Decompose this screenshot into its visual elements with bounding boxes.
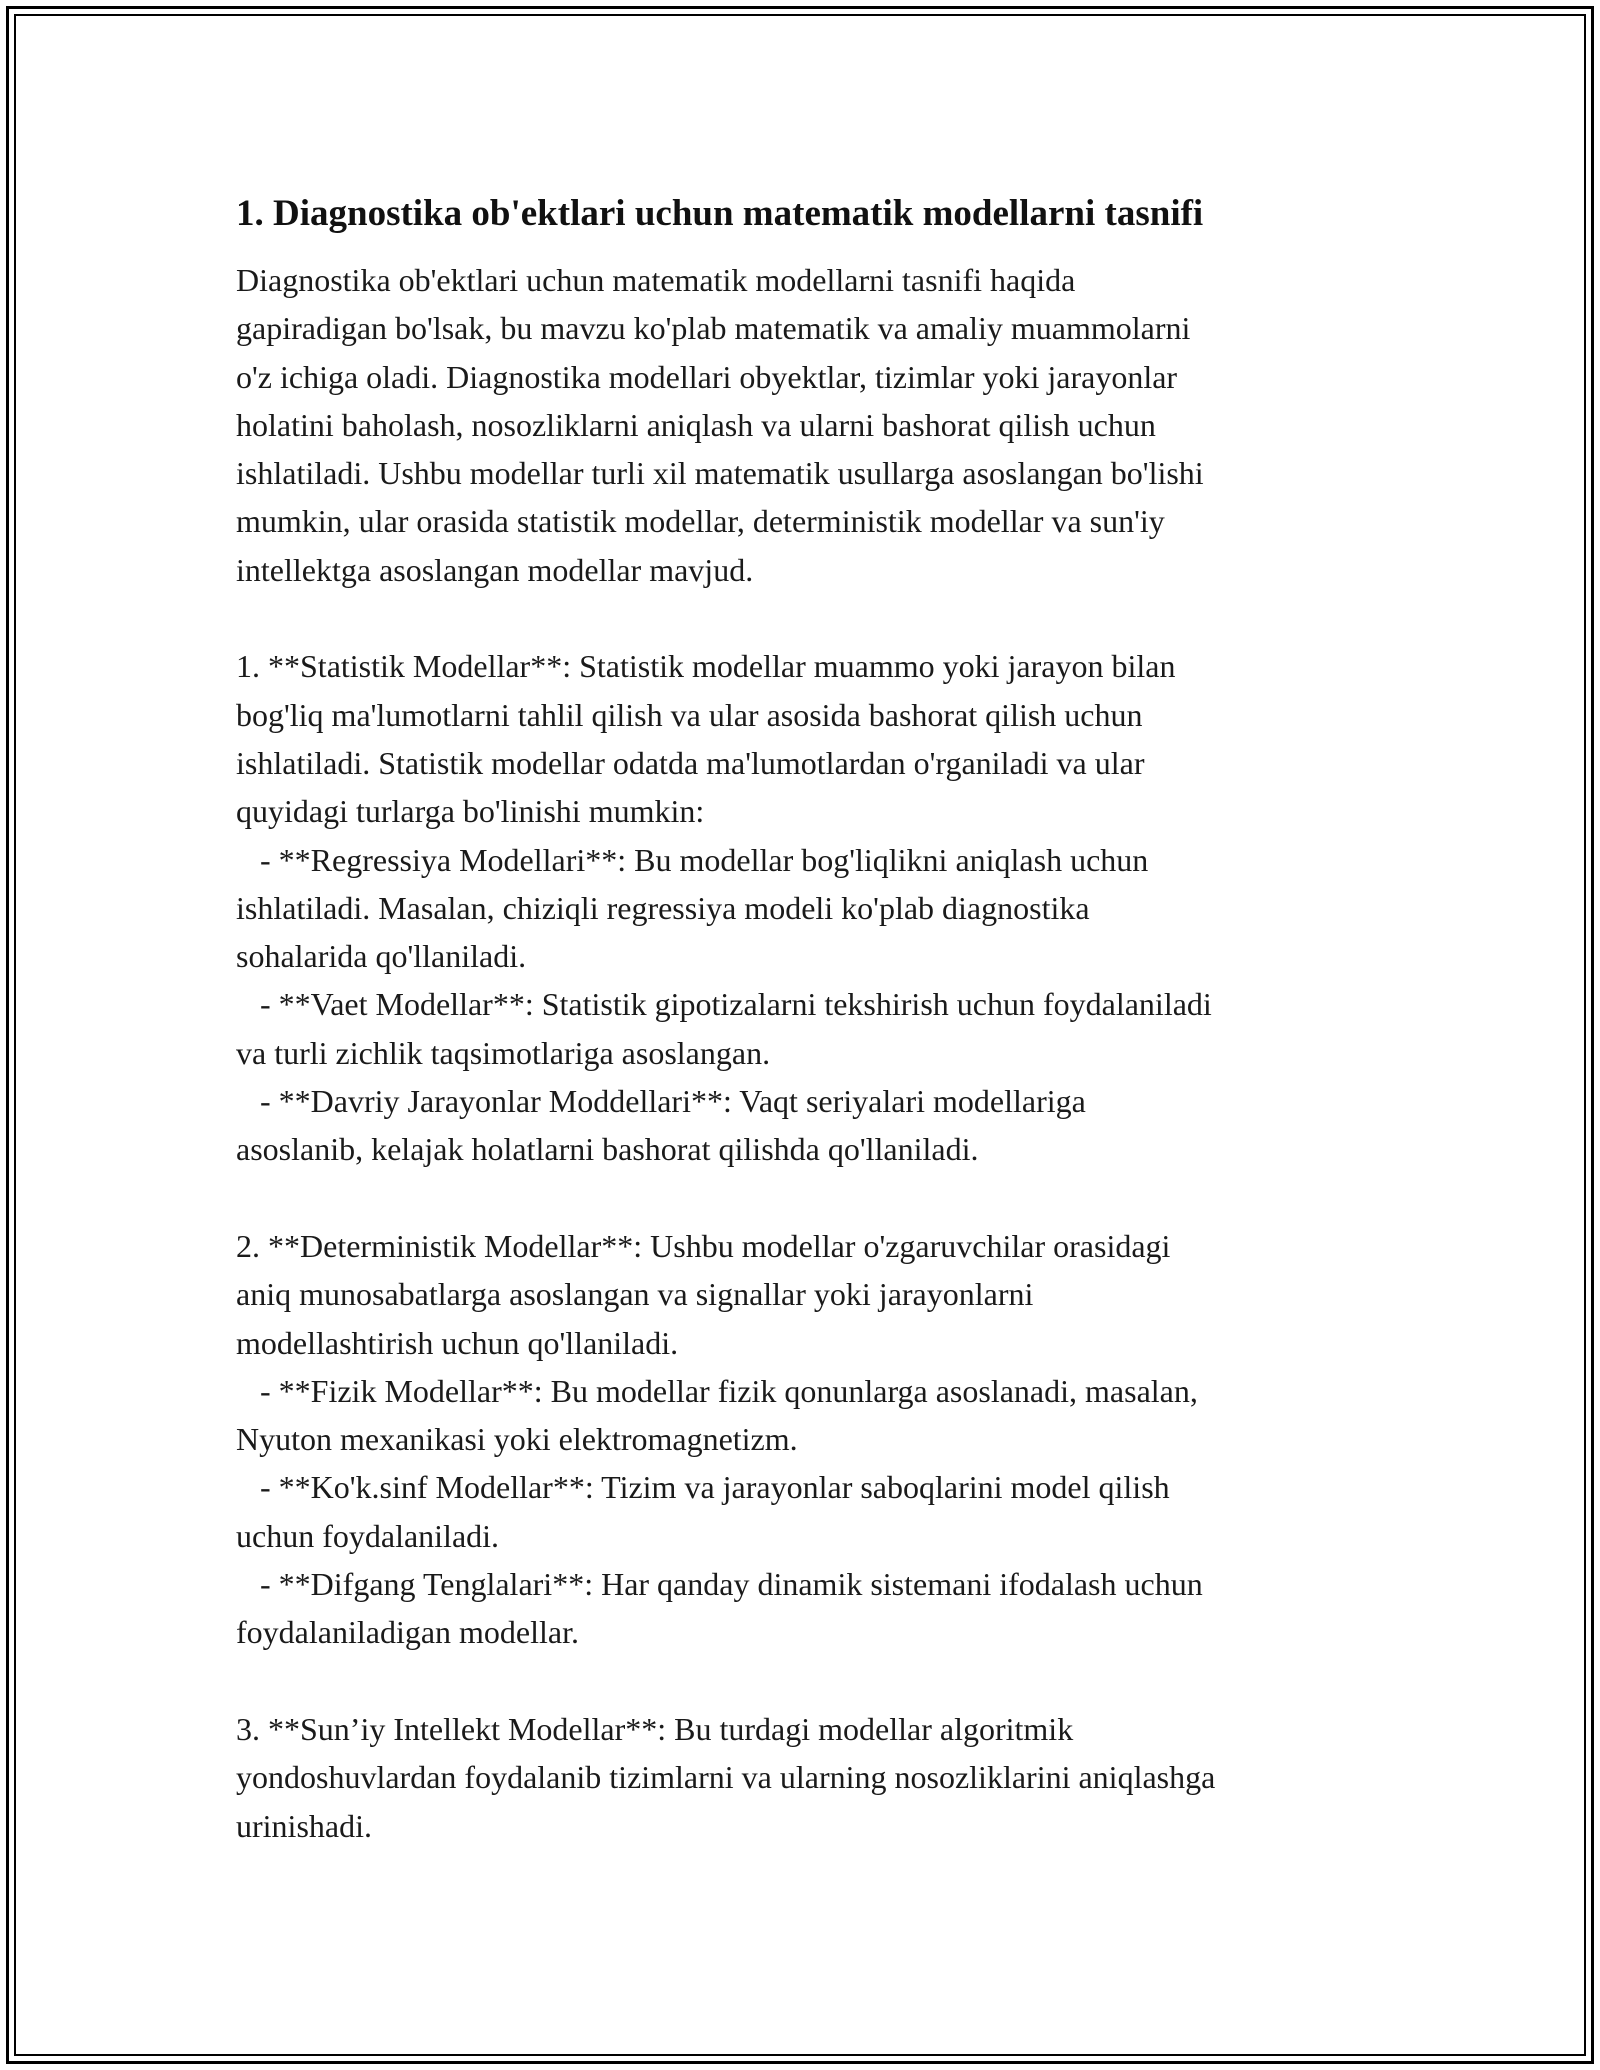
document-body	[236, 184, 1366, 1850]
text-line: quyidagi turlarga bo'linishi mumkin:	[236, 793, 705, 830]
list-item-line: - **Difgang Tenglalari**: Har qanday dinamik sistemani ifodalash uchun	[236, 1566, 1203, 1603]
list-item-line: - **Fizik Modellar**: Bu modellar fizik qonunlarga asoslanadi, masalan,	[236, 1372, 1198, 1409]
text-line: modellashtirish uchun qo'llaniladi.	[236, 1324, 679, 1361]
list-item-line: - **Ko'k.sinf Modellar**: Tizim va jarayonlar saboqlarini model qilish	[236, 1469, 1170, 1506]
document-title: 1. Diagnostika ob'ektlari uchun matematik modellarni tasnifi	[236, 193, 1204, 234]
text-line: holatini baholash, nosozliklarni aniqlash va ularni bashorat qilish uchun	[236, 406, 1156, 443]
text-line: yondoshuvlardan foydalanib tizimlarni va ularning nosozliklarini aniqlashga	[236, 1759, 1216, 1796]
text-line: uchun foydalaniladi.	[236, 1517, 500, 1554]
text-line: va turli zichlik taqsimotlariga asoslangan.	[236, 1034, 771, 1071]
paragraph-spacer	[236, 1174, 1366, 1222]
text-line: 2. **Deterministik Modellar**: Ushbu modellar o'zgaruvchilar orasidagi	[236, 1227, 1171, 1264]
text-line: bog'liq ma'lumotlarni tahlil qilish va ular asosida bashorat qilish uchun	[236, 696, 1143, 733]
list-item-line: - **Davriy Jarayonlar Moddellari**: Vaqt seriyalari modellariga	[236, 1083, 1086, 1120]
text-line: mumkin, ular orasida statistik modellar, deterministik modellar va sun'iy	[236, 503, 1165, 540]
text-line: Nyuton mexanikasi yoki elektromagnetizm.	[236, 1421, 798, 1458]
text-line: ishlatiladi. Statistik modellar odatda ma'lumotlardan o'rganiladi va ular	[236, 744, 1145, 781]
paragraph-spacer	[236, 1657, 1366, 1705]
intro-paragraph	[236, 256, 1366, 594]
section-deterministic-models	[236, 1222, 1366, 1657]
section-statistical-models	[236, 642, 1366, 1173]
text-line: sohalarida qo'llaniladi.	[236, 938, 527, 975]
text-line: aniq munosabatlarga asoslangan va signallar yoki jarayonlarni	[236, 1276, 1034, 1313]
text-line: intellektga asoslangan modellar mavjud.	[236, 551, 754, 588]
text-line: Diagnostika ob'ektlari uchun matematik modellarni tasnifi haqida	[236, 262, 1076, 298]
text-line: asoslanib, kelajak holatlarni bashorat qilishda qo'llaniladi.	[236, 1131, 979, 1168]
list-item-line: - **Vaet Modellar**: Statistik gipotizalarni tekshirish uchun foydalaniladi	[236, 986, 1212, 1023]
text-line: o'z ichiga oladi. Diagnostika modellari obyektlar, tizimlar yoki jarayonlar	[236, 358, 1178, 395]
paragraph-spacer	[236, 594, 1366, 642]
text-line: 1. **Statistik Modellar**: Statistik modellar muammo yoki jarayon bilan	[236, 648, 1176, 685]
section-ai-models	[236, 1705, 1366, 1850]
text-line: ishlatiladi. Masalan, chiziqli regressiya modeli ko'plab diagnostika	[236, 889, 1090, 926]
text-line: foydalaniladigan modellar.	[236, 1614, 579, 1651]
text-line: gapiradigan bo'lsak, bu mavzu ko'plab matematik va amaliy muammolarni	[236, 310, 1191, 347]
list-item-line: - **Regressiya Modellari**: Bu modellar bog'liqlikni aniqlash uchun	[236, 841, 1149, 878]
text-line: 3. **Sun’iy Intellekt Modellar**: Bu turdagi modellar algoritmik	[236, 1710, 1074, 1747]
text-line: ishlatiladi. Ushbu modellar turli xil matematik usullarga asoslangan bo'lishi	[236, 455, 1204, 492]
text-line: urinishadi.	[236, 1807, 372, 1844]
